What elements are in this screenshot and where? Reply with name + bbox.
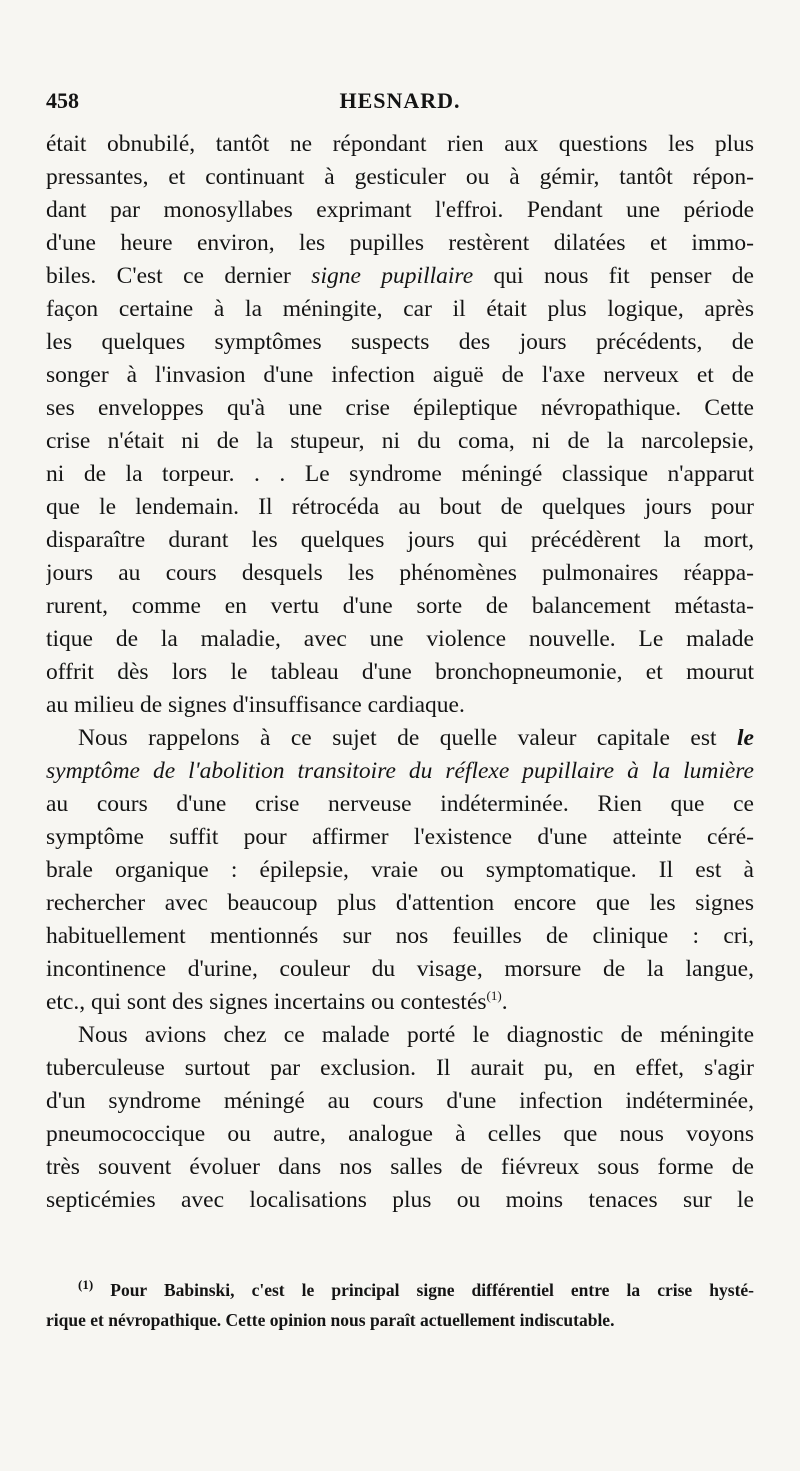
text-segment: que le lendemain. Il rétrocéda au bout de quelques jours pour bbox=[46, 494, 754, 520]
text-segment: façon certaine à la méningite, car il était plus logique, après bbox=[46, 296, 754, 322]
text-line bbox=[46, 590, 754, 623]
text-line bbox=[46, 953, 754, 986]
text-segment: symptôme suffit pour affirmer l'existence d'une atteinte céré- bbox=[46, 824, 754, 850]
page-header bbox=[46, 88, 754, 116]
text-line bbox=[46, 1019, 754, 1052]
text-segment: rique et névropathique. Cette opinion nous paraît actuellement indiscutable. bbox=[46, 1310, 615, 1330]
text-segment: ses enveloppes qu'à une crise épileptique névropathique. Cette bbox=[46, 395, 754, 421]
text-segment: etc., qui sont des signes incertains ou contestés bbox=[46, 989, 487, 1015]
text-line bbox=[46, 194, 754, 227]
text-line bbox=[46, 887, 754, 920]
text-segment: signe pupillaire bbox=[311, 263, 474, 289]
text-line bbox=[46, 821, 754, 854]
text-segment: Nous avions chez ce malade porté le diagnostic de méningite bbox=[78, 1022, 754, 1048]
footnotes bbox=[46, 1275, 754, 1335]
text-line bbox=[46, 920, 754, 953]
text-line bbox=[46, 1184, 754, 1217]
text-line bbox=[46, 623, 754, 656]
text-segment: rurent, comme en vertu d'une sorte de balancement métasta- bbox=[46, 593, 754, 619]
text-line bbox=[46, 326, 754, 359]
text-line bbox=[46, 392, 754, 425]
text-segment: songer à l'invasion d'une infection aiguë de l'axe nerveux et de bbox=[46, 362, 754, 388]
text-line bbox=[46, 689, 754, 722]
text-line bbox=[46, 128, 754, 161]
text-segment: le bbox=[737, 725, 754, 751]
text-segment: incontinence d'urine, couleur du visage, morsure de la langue, bbox=[46, 956, 754, 982]
text-segment: pressantes, et continuant à gesticuler ou à gémir, tantôt répon- bbox=[46, 164, 754, 190]
text-segment: crise n'était ni de la stupeur, ni du coma, ni de la narcolepsie, bbox=[46, 428, 754, 454]
running-title: HESNARD. bbox=[339, 88, 461, 113]
text-line bbox=[46, 359, 754, 392]
footnote-line bbox=[46, 1275, 754, 1305]
text-segment: disparaître durant les quelques jours qui précédèrent la mort, bbox=[46, 527, 754, 553]
text-line bbox=[46, 986, 754, 1019]
text-line bbox=[46, 788, 754, 821]
text-segment: offrit dès lors le tableau d'une bronchopneumonie, et mourut bbox=[46, 659, 754, 685]
text-segment: pneumococcique ou autre, analogue à celles que nous voyons bbox=[46, 1121, 754, 1147]
text-segment: ni de la torpeur. . . Le syndrome méningé classique n'apparut bbox=[46, 461, 754, 487]
text-line bbox=[46, 557, 754, 590]
text-segment: habituellement mentionnés sur nos feuilles de clinique : cri, bbox=[46, 923, 754, 949]
text-line bbox=[46, 1085, 754, 1118]
text-line bbox=[46, 293, 754, 326]
text-line bbox=[46, 491, 754, 524]
text-line bbox=[46, 1052, 754, 1085]
text-line bbox=[46, 458, 754, 491]
text-segment: très souvent évoluer dans nos salles de fiévreux sous forme de bbox=[46, 1154, 754, 1180]
text-line bbox=[46, 1151, 754, 1184]
text-line bbox=[46, 524, 754, 557]
text-line bbox=[46, 656, 754, 689]
text-segment: était obnubilé, tantôt ne répondant rien aux questions les plus bbox=[46, 131, 754, 157]
text-segment: Pour Babinski, c'est le principal signe différentiel entre la crise hysté- bbox=[93, 1280, 754, 1300]
text-segment: jours au cours desquels les phénomènes pulmonaires réappa- bbox=[46, 560, 754, 586]
text-segment: tuberculeuse surtout par exclusion. Il aurait pu, en effet, s'agir bbox=[46, 1055, 754, 1081]
body-text bbox=[46, 128, 754, 1217]
text-line bbox=[46, 161, 754, 194]
text-segment: au cours d'une crise nerveuse indéterminée. Rien que ce bbox=[46, 791, 754, 817]
text-segment: qui nous fit penser de bbox=[473, 263, 754, 289]
text-segment: dant par monosyllabes exprimant l'effroi. Pendant une période bbox=[46, 197, 754, 223]
text-segment: d'une heure environ, les pupilles restèrent dilatées et immo- bbox=[46, 230, 754, 256]
text-segment: biles. C'est ce dernier bbox=[46, 263, 312, 289]
page-number: 458 bbox=[46, 88, 79, 113]
text-segment: d'un syndrome méningé au cours d'une infection indéterminée, bbox=[46, 1088, 754, 1114]
text-line bbox=[46, 722, 754, 755]
text-segment: . bbox=[501, 989, 508, 1015]
text-line bbox=[46, 1118, 754, 1151]
text-line bbox=[46, 755, 754, 788]
text-segment: brale organique : épilepsie, vraie ou symptomatique. Il est à bbox=[46, 857, 754, 883]
text-line bbox=[46, 854, 754, 887]
text-line bbox=[46, 260, 754, 293]
text-segment: rechercher avec beaucoup plus d'attention encore que les signes bbox=[46, 890, 754, 916]
text-segment: au milieu de signes d'insuffisance cardiaque. bbox=[46, 692, 465, 718]
text-line bbox=[46, 425, 754, 458]
text-segment: septicémies avec localisations plus ou moins tenaces sur le bbox=[46, 1187, 754, 1213]
text-segment: symptôme de l'abolition transitoire du réflexe pupillaire à la lumière bbox=[46, 758, 754, 784]
text-line bbox=[46, 227, 754, 260]
text-segment: Nous rappelons à ce sujet de quelle valeur capitale est bbox=[78, 725, 738, 751]
footnote-line bbox=[46, 1305, 754, 1335]
text-segment: tique de la maladie, avec une violence nouvelle. Le malade bbox=[46, 626, 754, 652]
footnote-marker: (1) bbox=[78, 1277, 94, 1293]
text-segment: les quelques symptômes suspects des jours précédents, de bbox=[46, 329, 754, 355]
footnote-marker: (1) bbox=[486, 988, 502, 1004]
